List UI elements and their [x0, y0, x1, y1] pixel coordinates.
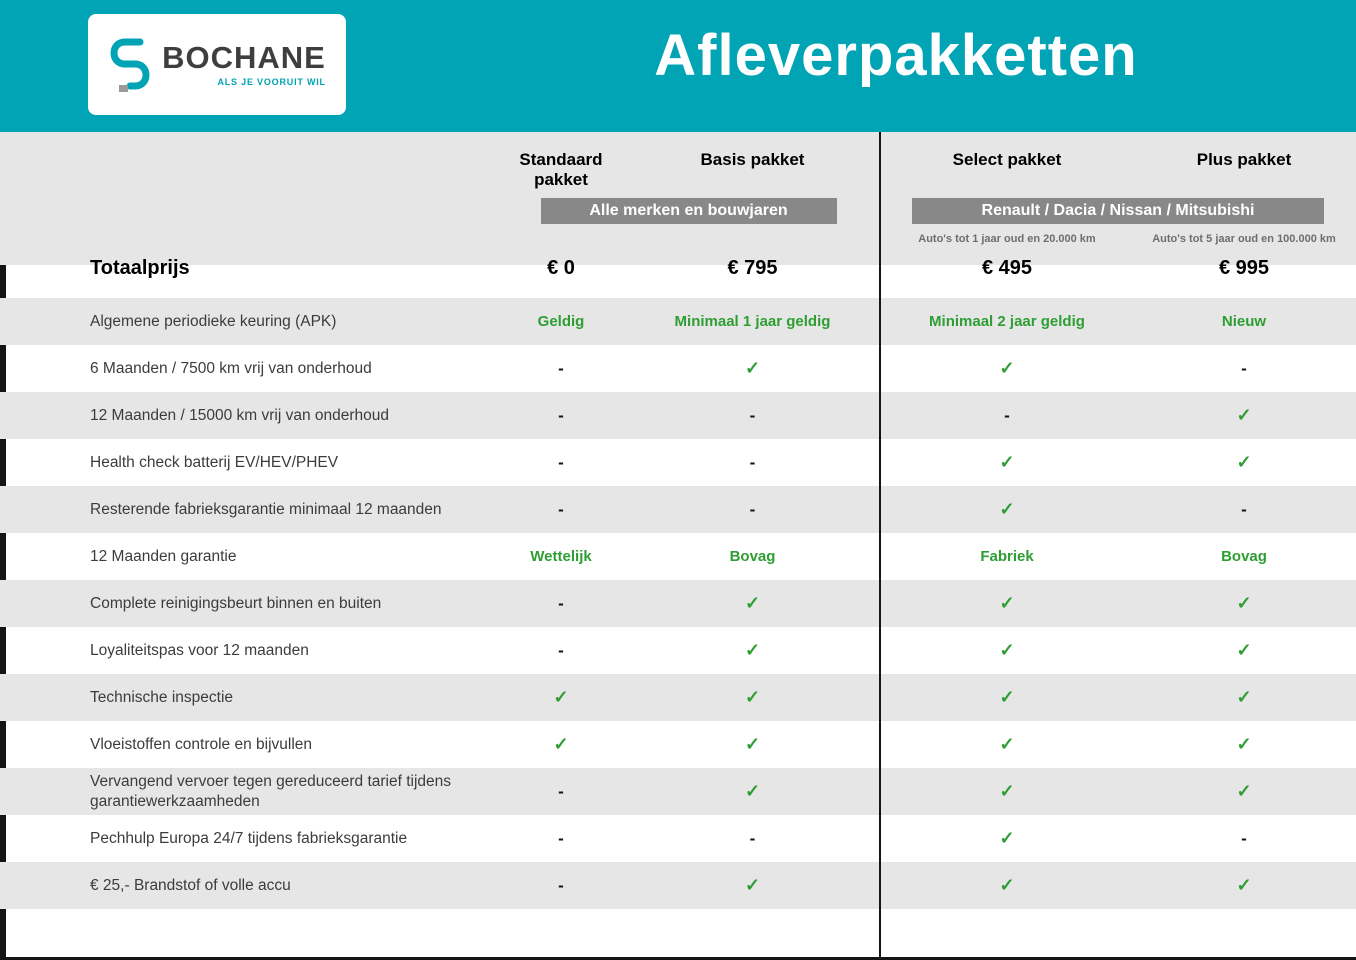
check-icon: ✓	[999, 499, 1015, 519]
dash-mark: -	[558, 452, 564, 472]
check-icon: ✓	[744, 640, 761, 660]
check-icon: ✓	[999, 640, 1015, 660]
total-price-standaard: € 0	[547, 256, 575, 279]
dash-mark: -	[558, 640, 564, 660]
dash-mark: -	[558, 875, 564, 895]
check-icon: ✓	[744, 687, 761, 707]
feature-label: Vervangend vervoer tegen gereduceerd tarief tijdens garantiewerkzaamheden	[90, 773, 452, 810]
brand-text	[162, 42, 326, 87]
feature-label: Complete reinigingsbeurt binnen en buiten	[90, 594, 382, 612]
page-title: Afleverpakketten	[654, 23, 1138, 88]
dash-mark: -	[558, 828, 564, 848]
check-icon: ✓	[999, 452, 1015, 472]
dash-mark: -	[749, 452, 756, 472]
check-icon: ✓	[1236, 640, 1252, 660]
check-icon: ✓	[744, 875, 761, 895]
subnote-select: Auto's tot 1 jaar oud en 20.000 km	[918, 233, 1096, 245]
feature-value-text: Minimaal 1 jaar geldig	[674, 313, 831, 330]
check-icon: ✓	[999, 828, 1015, 848]
feature-row	[0, 580, 1356, 627]
feature-value-text: Nieuw	[1221, 313, 1267, 330]
dash-mark: -	[558, 781, 564, 801]
dash-mark: -	[749, 499, 756, 519]
feature-label: Pechhulp Europa 24/7 tijdens fabrieksgarantie	[90, 829, 408, 847]
badge-all-brands: Alle merken en bouwjaren	[541, 198, 837, 224]
dash-mark: -	[558, 405, 564, 425]
dash-mark: -	[1004, 405, 1010, 425]
feature-row	[0, 439, 1356, 486]
bochane-logo-icon	[108, 36, 152, 94]
feature-label: Resterende fabrieksgarantie minimaal 12 maanden	[90, 500, 442, 518]
feature-row	[0, 627, 1356, 674]
feature-value-text: Geldig	[537, 313, 585, 330]
check-icon: ✓	[999, 781, 1015, 801]
badge-renault-dacia-nissan-mitsubishi: Renault / Dacia / Nissan / Mitsubishi	[912, 198, 1324, 224]
feature-row	[0, 768, 1356, 815]
column-header-standaard: Standaard pakket	[519, 150, 603, 189]
dash-mark: -	[749, 828, 756, 848]
check-icon: ✓	[744, 593, 761, 613]
check-icon: ✓	[1236, 875, 1252, 895]
column-header-spacer	[0, 150, 497, 190]
feature-value-text: Wettelijk	[530, 548, 592, 565]
feature-label: 6 Maanden / 7500 km vrij van onderhoud	[90, 359, 372, 377]
feature-label: Loyaliteitspas voor 12 maanden	[90, 641, 309, 659]
bochane-logo	[88, 14, 346, 115]
check-icon: ✓	[553, 734, 569, 754]
total-price-label: Totaalprijs	[90, 256, 190, 279]
table-header	[0, 132, 1356, 279]
column-headers-row	[0, 132, 1356, 190]
check-icon: ✓	[999, 734, 1015, 754]
feature-value-text: Minimaal 2 jaar geldig	[929, 313, 1085, 330]
check-icon: ✓	[553, 687, 569, 707]
feature-value-text: Bovag	[1221, 548, 1267, 565]
check-icon: ✓	[999, 875, 1015, 895]
feature-label: 12 Maanden garantie	[90, 547, 237, 565]
feature-row	[0, 345, 1356, 392]
feature-row	[0, 392, 1356, 439]
vertical-divider	[879, 132, 881, 958]
check-icon: ✓	[1236, 593, 1252, 613]
feature-row	[0, 533, 1356, 580]
dash-mark: -	[1241, 358, 1247, 378]
total-price-row	[0, 253, 1356, 283]
check-icon: ✓	[1236, 452, 1252, 472]
feature-row	[0, 862, 1356, 909]
total-price-basis: € 795	[727, 256, 778, 279]
feature-table	[0, 298, 1356, 909]
feature-label: Technische inspectie	[90, 688, 234, 706]
feature-value-text: Bovag	[729, 548, 776, 565]
check-icon: ✓	[1236, 781, 1252, 801]
feature-label: Algemene periodieke keuring (APK)	[90, 312, 337, 330]
feature-row	[0, 486, 1356, 533]
feature-label: 12 Maanden / 15000 km vrij van onderhoud	[90, 406, 390, 424]
check-icon: ✓	[744, 781, 761, 801]
subnote-plus: Auto's tot 5 jaar oud en 100.000 km	[1152, 233, 1336, 245]
feature-label: € 25,- Brandstof of volle accu	[90, 876, 291, 894]
brand-group-badges-row	[0, 198, 1356, 224]
total-price-select: € 495	[981, 256, 1033, 279]
check-icon: ✓	[1236, 687, 1252, 707]
subnotes-row	[0, 233, 1356, 245]
feature-label: Vloeistoffen controle en bijvullen	[90, 735, 313, 753]
brand-name: BOCHANE	[162, 40, 326, 75]
dash-mark: -	[749, 405, 756, 425]
check-icon: ✓	[999, 358, 1015, 378]
feature-row	[0, 721, 1356, 768]
feature-row	[0, 815, 1356, 862]
feature-value-text: Fabriek	[980, 548, 1034, 565]
brand-tagline: ALS JE VOORUIT WIL	[217, 77, 326, 87]
check-icon: ✓	[1236, 734, 1252, 754]
check-icon: ✓	[999, 687, 1015, 707]
footer-space	[0, 909, 1356, 957]
check-icon: ✓	[1236, 405, 1252, 425]
column-header-plus: Plus pakket	[1196, 150, 1292, 169]
dash-mark: -	[558, 593, 564, 613]
dash-mark: -	[1241, 499, 1247, 519]
column-header-basis: Basis pakket	[700, 150, 805, 169]
dash-mark: -	[558, 499, 564, 519]
dash-mark: -	[1241, 828, 1247, 848]
check-icon: ✓	[999, 593, 1015, 613]
check-icon: ✓	[744, 358, 761, 378]
feature-row	[0, 674, 1356, 721]
feature-row	[0, 298, 1356, 345]
header	[0, 0, 1356, 132]
check-icon: ✓	[744, 734, 761, 754]
dash-mark: -	[558, 358, 564, 378]
column-header-select: Select pakket	[952, 150, 1062, 169]
feature-label: Health check batterij EV/HEV/PHEV	[90, 453, 339, 471]
total-price-plus: € 995	[1218, 256, 1270, 279]
